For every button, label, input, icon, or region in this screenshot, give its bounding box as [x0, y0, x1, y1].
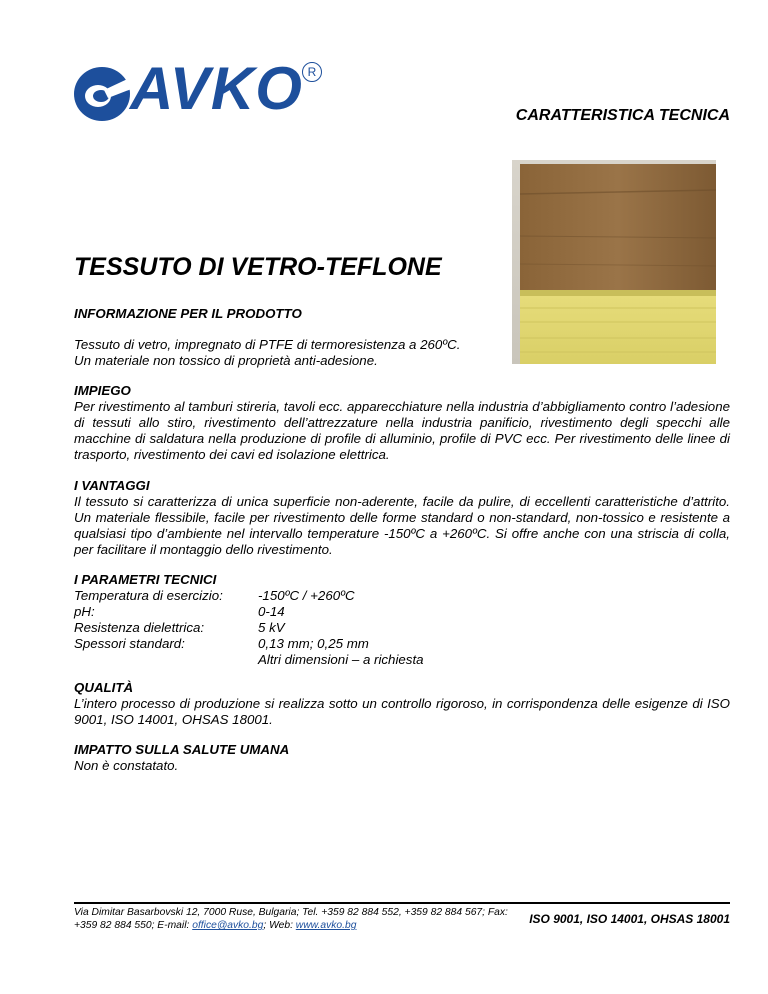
- footer-address-text: Via Dimitar Basarbovski 12, 7000 Ruse, Bulgaria; Tel. +359 82 884 552, +359 82 884 567; Fax: +359 82 884 550; E-mail:: [74, 907, 508, 931]
- footer-divider: [74, 902, 730, 904]
- section-qualita: [74, 680, 730, 728]
- logo-text: AVKO: [130, 55, 303, 122]
- vantaggi-text: Il tessuto si caratterizza di unica superficie non-aderente, facile da pulire, di eccellenti caratteristiche d’attrito. Un materiale flessibile, facile per rivestimento delle forme standard o non-standard, non-tossico e resistente a qualsiasi tipo d’ambiente nel intervallo temperature -150ºC a +260ºC. Si offre anche con una striscia di colla, per facilitare il montaggio dello rivestimento.: [74, 494, 730, 557]
- product-title: TESSUTO DI VETRO-TEFLONE: [74, 253, 442, 281]
- qualita-text: L’intero processo di produzione si realizza sotto un controllo rigoroso, in corrispondenza delle esigenze di ISO 9001, ISO 14001, OHSAS 18001.: [74, 696, 730, 727]
- section-impatto: [74, 742, 730, 774]
- section-impiego: [74, 383, 730, 463]
- impiego-heading: IMPIEGO: [74, 383, 131, 398]
- website-link[interactable]: www.avko.bg: [295, 920, 357, 931]
- info-line-2: Un materiale non tossico di proprietà anti-adesione.: [74, 353, 378, 368]
- product-photo: [512, 160, 716, 364]
- params-row: [74, 588, 424, 604]
- param-value: 0-14: [258, 604, 285, 619]
- params-row: [74, 652, 424, 668]
- info-line-1: Tessuto di vetro, impregnato di PTFE di termoresistenza a 260ºC.: [74, 337, 461, 352]
- impiego-text: Per rivestimento al tamburi stireria, tavoli ecc. apparecchiature nella industria d’abbigliamento contro l’adesione di tessuti allo stiro, rivestimento dell’attrezzature nella industria panificio, rivestimento degli specchi alle macchine di saldatura nella produzione di profile di alluminio, profile di PVC ecc. Per rivestimento delle linee di trasporto, rivestimento dei cavi ed isolazione elettrica.: [74, 399, 730, 462]
- section-vantaggi: [74, 478, 730, 558]
- params-table: [74, 588, 424, 668]
- param-label: Temperatura di esercizio:: [74, 588, 223, 603]
- params-row: [74, 604, 424, 620]
- param-value: 0,13 mm; 0,25 mm: [258, 636, 369, 651]
- avko-logo-mark-icon: [74, 66, 136, 122]
- footer-web-label: ; Web:: [263, 920, 296, 931]
- impatto-heading: IMPATTO SULLA SALUTE UMANA: [74, 742, 290, 757]
- avko-logo: [74, 55, 322, 128]
- param-value: 5 kV: [258, 620, 285, 635]
- param-label: pH:: [74, 604, 95, 619]
- email-link[interactable]: office@avko.bg: [192, 920, 264, 931]
- section-params: [74, 572, 730, 668]
- impatto-text: Non è constatato.: [74, 758, 179, 773]
- params-row: [74, 636, 424, 652]
- footer-address: [74, 906, 514, 932]
- param-label: [74, 652, 258, 668]
- params-heading: I PARAMETRI TECNICI: [74, 572, 217, 587]
- param-value: -150ºC / +260ºC: [258, 588, 355, 603]
- param-label: Spessori standard:: [74, 636, 185, 651]
- registered-mark: R: [302, 62, 322, 82]
- param-value: Altri dimensioni – a richiesta: [258, 652, 424, 667]
- footer-iso-certifications: ISO 9001, ISO 14001, OHSAS 18001: [529, 912, 730, 926]
- section-info: [74, 306, 504, 369]
- param-label: Resistenza dielettrica:: [74, 620, 205, 635]
- qualita-heading: QUALITÀ: [74, 680, 134, 695]
- params-row: [74, 620, 424, 636]
- document-type: CARATTERISTICA TECNICA: [515, 107, 730, 124]
- vantaggi-heading: I VANTAGGI: [74, 478, 150, 493]
- info-heading: INFORMAZIONE PER IL PRODOTTO: [74, 306, 302, 321]
